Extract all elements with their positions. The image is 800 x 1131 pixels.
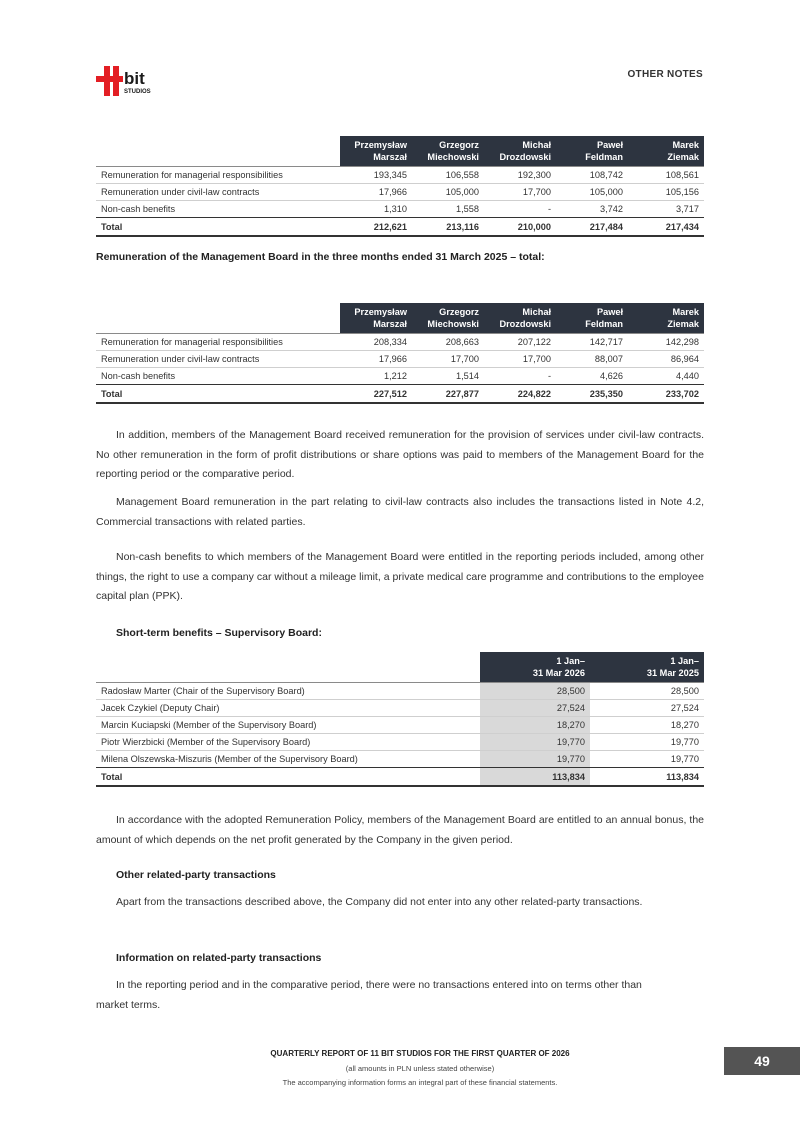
column-header: Paweł Feldman [556, 303, 628, 334]
footer-note: The accompanying information forms an integral part of these financial statements. [282, 1078, 558, 1087]
page-number: 49 [724, 1047, 800, 1075]
table-header-row [96, 652, 704, 683]
header-blank [96, 303, 340, 334]
table-cell: 18,270 [480, 717, 590, 734]
total-cell: 212,621 [340, 218, 412, 237]
total-cell: 227,512 [340, 385, 412, 404]
table-cell: 1,558 [412, 201, 484, 218]
row-label: Non-cash benefits [96, 201, 340, 218]
table-cell: 3,717 [628, 201, 704, 218]
total-cell: 217,434 [628, 218, 704, 237]
management-remuneration-total-table [96, 303, 704, 404]
footer-title: QUARTERLY REPORT OF 11 BIT STUDIOS FOR THE FIRST QUARTER OF 2026 [270, 1049, 570, 1058]
table-row [96, 717, 704, 734]
row-label: Piotr Wierzbicki (Member of the Supervisory Board) [96, 734, 480, 751]
table-row [96, 751, 704, 768]
column-header: Michał Drozdowski [484, 303, 556, 334]
total-cell: 224,822 [484, 385, 556, 404]
total-cell: 233,702 [628, 385, 704, 404]
related-party-info-heading: Information on related-party transactions [116, 952, 322, 964]
company-logo [96, 58, 160, 98]
table-cell: 4,440 [628, 368, 704, 385]
paragraph-note-reference: Management Board remuneration in the part relating to civil-law contracts also includes the transactions listed in Note 4.2, Commercial transactions with related parties. [96, 496, 704, 528]
column-header: Grzegorz Miechowski [412, 303, 484, 334]
row-label: Milena Olszewska-Miszuris (Member of the Supervisory Board) [96, 751, 480, 768]
table-cell: 1,514 [412, 368, 484, 385]
column-header: Michał Drozdowski [484, 136, 556, 167]
total-cell: 235,350 [556, 385, 628, 404]
total-label: Total [96, 218, 340, 237]
table-cell: 17,700 [412, 351, 484, 368]
table-cell: - [484, 368, 556, 385]
table-cell: 17,966 [340, 184, 412, 201]
column-header: Marek Ziemak [628, 136, 704, 167]
table-cell: 27,524 [590, 700, 704, 717]
row-label: Remuneration for managerial responsibilities [96, 334, 340, 351]
row-label: Marcin Kuciapski (Member of the Supervisory Board) [96, 717, 480, 734]
logo-text: bit [124, 69, 145, 88]
paragraph-annual-bonus: In accordance with the adopted Remuneration Policy, members of the Management Board are entitled to an annual bonus, the amount of which depends on the net profit generated by the Company in the given period. [96, 814, 704, 846]
table-cell: 193,345 [340, 167, 412, 184]
row-label: Non-cash benefits [96, 368, 340, 385]
table-cell: 19,770 [590, 751, 704, 768]
table-cell: - [484, 201, 556, 218]
table-row [96, 683, 704, 700]
table-cell: 27,524 [480, 700, 590, 717]
total-cell: 210,000 [484, 218, 556, 237]
table-row [96, 201, 704, 218]
table-cell: 105,000 [556, 184, 628, 201]
table-cell: 88,007 [556, 351, 628, 368]
table-cell: 105,156 [628, 184, 704, 201]
table-cell: 207,122 [484, 334, 556, 351]
management-total-heading: Remuneration of the Management Board in the three months ended 31 March 2025 – total: [96, 251, 545, 263]
row-label: Radosław Marter (Chair of the Supervisory Board) [96, 683, 480, 700]
table-row [96, 700, 704, 717]
column-header: 1 Jan– 31 Mar 2025 [590, 652, 704, 683]
table-row [96, 351, 704, 368]
table-row [96, 368, 704, 385]
column-header: Przemysław Marszał [340, 136, 412, 167]
table-cell: 19,770 [480, 751, 590, 768]
table-cell: 105,000 [412, 184, 484, 201]
table-cell: 17,700 [484, 184, 556, 201]
paragraph-market-terms: In the reporting period and in the comparative period, there were no transactions entered into on terms other than market terms. [96, 979, 642, 1011]
column-header: Grzegorz Miechowski [412, 136, 484, 167]
total-row [96, 385, 704, 404]
table-cell: 4,626 [556, 368, 628, 385]
row-label: Jacek Czykiel (Deputy Chair) [96, 700, 480, 717]
table-row [96, 167, 704, 184]
table-cell: 1,310 [340, 201, 412, 218]
table-cell: 17,966 [340, 351, 412, 368]
table-cell: 18,270 [590, 717, 704, 734]
footer-subtitle: (all amounts in PLN unless stated otherwise) [345, 1064, 495, 1073]
table-cell: 208,334 [340, 334, 412, 351]
total-label: Total [96, 385, 340, 404]
total-cell: 227,877 [412, 385, 484, 404]
table-cell: 108,742 [556, 167, 628, 184]
column-header: 1 Jan– 31 Mar 2026 [480, 652, 590, 683]
header-blank [96, 652, 480, 683]
total-row [96, 768, 704, 787]
table-row [96, 734, 704, 751]
table-cell: 3,742 [556, 201, 628, 218]
paragraph-non-cash-benefits: Non-cash benefits to which members of the Management Board were entitled in the reporting periods included, among other things, the right to use a company car without a mileage limit, a private medical care programme and contributions to the employee capital plan (PPK). [96, 551, 704, 603]
row-label: Remuneration under civil-law contracts [96, 184, 340, 201]
total-cell: 113,834 [480, 768, 590, 787]
table-cell: 108,561 [628, 167, 704, 184]
table-header-row [96, 303, 704, 334]
table-cell: 86,964 [628, 351, 704, 368]
table-cell: 1,212 [340, 368, 412, 385]
total-cell: 213,116 [412, 218, 484, 237]
total-label: Total [96, 768, 480, 787]
header-blank [96, 136, 340, 167]
table-cell: 28,500 [590, 683, 704, 700]
table-cell: 142,298 [628, 334, 704, 351]
table-cell: 28,500 [480, 683, 590, 700]
table-cell: 17,700 [484, 351, 556, 368]
supervisory-heading: Short-term benefits – Supervisory Board: [116, 627, 322, 639]
table-header-row [96, 136, 704, 167]
paragraph-civil-law: In addition, members of the Management Board received remuneration for the provision of services under civil-law contracts. No other remuneration in the form of profit distributions or share options was paid to members of the Management Board for the reporting period or the comparative period. [96, 429, 704, 481]
logo-mark [96, 66, 123, 96]
column-header: Paweł Feldman [556, 136, 628, 167]
table-cell: 142,717 [556, 334, 628, 351]
total-cell: 113,834 [590, 768, 704, 787]
total-cell: 217,484 [556, 218, 628, 237]
management-remuneration-table [96, 136, 704, 237]
table-cell: 192,300 [484, 167, 556, 184]
paragraph-other-transactions: Apart from the transactions described above, the Company did not enter into any other related-party transactions. [116, 896, 643, 908]
table-cell: 106,558 [412, 167, 484, 184]
table-row [96, 184, 704, 201]
section-label: OTHER NOTES [627, 69, 703, 80]
table-cell: 19,770 [480, 734, 590, 751]
table-row [96, 334, 704, 351]
logo-subtext: STUDIOS [124, 89, 151, 95]
supervisory-board-table [96, 652, 704, 787]
other-transactions-heading: Other related-party transactions [116, 869, 276, 881]
row-label: Remuneration under civil-law contracts [96, 351, 340, 368]
column-header: Przemysław Marszał [340, 303, 412, 334]
column-header: Marek Ziemak [628, 303, 704, 334]
total-row [96, 218, 704, 237]
table-cell: 208,663 [412, 334, 484, 351]
row-label: Remuneration for managerial responsibilities [96, 167, 340, 184]
table-cell: 19,770 [590, 734, 704, 751]
